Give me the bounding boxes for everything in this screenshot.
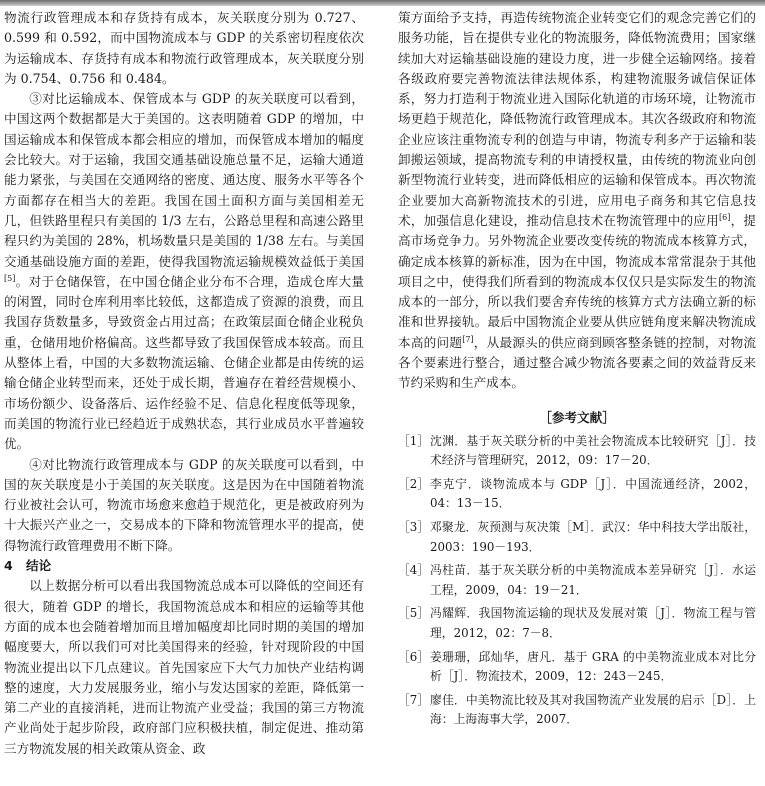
left-column [4,8,364,759]
reference-item [398,518,756,557]
reference-text: 冯柱苗．基于灰关联分析的中美物流成本差异研究［J］．水运工程，2009，04：19－21． [430,563,756,597]
citation-7[interactable]: [7] [462,334,474,344]
section-heading-conclusion [4,556,364,576]
paragraph-recommendations [398,8,756,394]
reference-number: ［5］ [398,606,430,621]
citation-6[interactable]: [6] [718,212,731,222]
reference-number: ［6］ [398,649,430,664]
paragraph-conclusion: 以上数据分析可以看出我国物流总成本可以降低的空间还有很大，随着 GDP 的增长，我国物流总成本和相应的运输等其他方面的成本也会随着增加而且增加幅度却比同时期的美国的增加幅度要大，所以我们可对比美国得来的经验，针对现阶段的中国物流业提出以下几点建议。首先国家应下大气力加快产业结构调整的速度，大力发展服务业，缩小与发达国家的差距，降低第一第二产业的直接消耗，进而让物流产业受益；我国的第三方物流产业尚处于起步阶段，政府部门应积极扶植，制定促进、推动第三方物流发展的相关政策从资金、政 [4,578,364,756]
paragraph-text: ，从最源头的供应商到顾客整条链的控制，对物流各个要素进行整合，通过整合减少物流各要素之间的效益背反来节约采购和生产成本。 [398,334,757,391]
right-column [398,8,756,734]
reference-number: ［2］ [398,476,430,491]
reference-text: 冯耀辉．我国物流运输的现状及发展对策［J］．物流工程与管理，2012，02：7－8． [430,606,756,640]
paragraph-text: ，提高市场竞争力。另外物流企业要改变传统的物流成本核算方式，确定成本核算的新标准，因为在中国，物流成本常常混杂于其他项目之中，使得我们所看到的物流成本仅仅只是实际发生的物流成本的一部分，所以我们要舍弃传统的核算方式方法确立新的标准和世界接轨。最后中国物流企业要从供应链角度来解决物流成本高的问题 [398,212,757,350]
reference-item [398,432,756,471]
references-heading: ［参考文献］ [539,409,615,425]
paragraph-text: 。对于仓储保管，在中国仓储企业分布不合理，造成仓库大量的闲置，同时仓库利用率比较低，这都造成了资源的浪费，而且我国存货数量多，导致资金占用过高；在政策层面仓储企业税负重，仓储用地价格偏高。这些都导致了我国保管成本较高。而且从整体上看，中国的大多数物流运输、仓储企业都是由传统的运输仓储企业转型而来，还处于成长期，普遍存在着经营规模小、市场份额少、设备落后、运作经验不足、信息化程度低等现象，而美国的物流行业已经趋近于成熟状态，其行业成员水平普遍较优。 [4,273,364,452]
reference-text: 廖佳．中美物流比较及其对我国物流产业发展的启示［D］．上海：上海海事大学，2007． [430,692,756,727]
paragraph-text: ③对比运输成本、保管成本与 GDP 的灰关联度可以看到，中国这两个数据都是大于美国的。这表明随着 GDP 的增加，中国运输成本和保管成本都会相应的增加，而保管成本增加的幅度会比较大。对于运输，我国交通基础设施总量不足，运输大通道能力紧张，与美国在交通网络的密度、通达度、服务水平等各个方面都存在相当大的差距。我国在国土面积方面与美国相差无几，但铁路里程只有美国的 1/3 左右，公路总里程和高速公路里程只约为美国的 28%，机场数量只是美国的 1/38 左右。与美国交通基础设施方面的差距，使得我国物流运输规模效益低于美国 [4,91,364,269]
reference-item [398,475,756,514]
section-number: 4 [4,558,13,574]
reference-text: 沈渊．基于灰关联分析的中美社会物流成本比较研究［J］．技术经济与管理研究，2012，09：17－20． [430,433,756,468]
reference-item [398,691,756,730]
paragraph-admin-cost-comparison: ④对比物流行政管理成本与 GDP 的灰关联度可以看到，中国的灰关联度是小于美国的灰关联度。这是因为在中国随着物流行业被社会认可，物流市场愈来愈趋于规范化，更是被政府列为十大振兴产业之一，交易成本的下降和物流管理水平的提高，使得物流行政管理费用不断下降。 [4,456,364,553]
citation-5[interactable]: [5] [4,273,16,283]
reference-item [398,648,756,687]
reference-number: ［7］ [398,692,430,707]
paragraph-grey-relation-summary: 物流行政管理成本和存货持有成本，灰关联度分别为 0.727、0.599 和 0.592，而中国物流成本与 GDP 的关系密切程度依次为运输成本、存货持有成本和物流行政管理成本，灰关联度分别为 0.754、0.756 和 0.484。 [4,10,364,86]
page-header-rule [0,0,765,6]
reference-item [398,604,756,643]
paragraph-transport-storage-comparison [4,89,364,454]
reference-item [398,561,756,600]
reference-list [398,432,756,730]
reference-number: ［4］ [398,563,430,578]
reference-number: ［1］ [398,433,430,448]
reference-text: 姜珊珊，邱灿华，唐凡．基于 GRA 的中美物流业成本对比分析［J］．物流技术，2009，12：243－245． [430,649,756,684]
reference-number: ［3］ [398,520,430,535]
section-title: 结论 [26,558,52,574]
reference-text: 李克宁．谈物流成本与 GDP［J］．中国流通经济，2002，04：13－15． [430,476,756,511]
reference-text: 邓聚龙．灰预测与灰决策［M］．武汉：华中科技大学出版社，2003：190－193． [430,520,756,554]
paragraph-text: 策方面给予支持，再造传统物流企业转变它们的观念完善它们的服务功能，旨在提供专业化的物流服务，降低物流费用；国家继续加大对运输基础设施的建设力度，进一步健全运输网络。接着各级政府要完善物流法律法规体系，构建物流服务诚信保证体系，努力打造利于物流业进入国际化轨道的市场环境，让物流市场更趋于规范化，降低物流行政管理成本。其次各级政府和物流企业应该注重物流专利的创造与申请，物流专利多产于运输和装卸搬运领域，提高物流专利的申请授权量，由传统的物流业向创新型物流行业转变，进而降低相应的运输和保管成本。再次物流企业要加大高新物流技术的引进，应用电子商务和其它信息技术，加强信息化建设，推动信息技术在物流管理中的应用 [398,10,756,228]
